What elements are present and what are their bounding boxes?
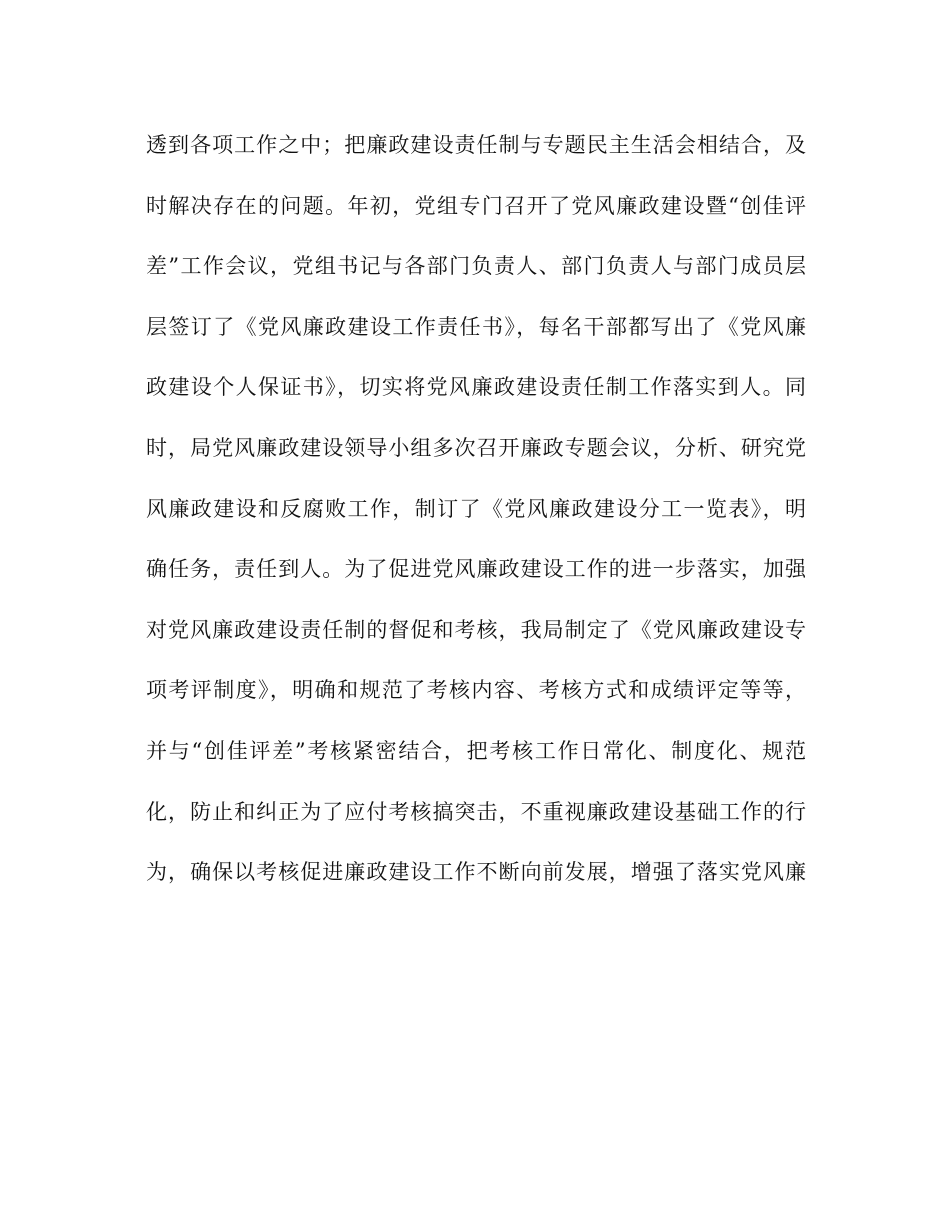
text-line: 透到各项工作之中；把廉政建设责任制与专题民主生活会相结合，及 [146, 133, 806, 157]
text-line: 并与“创佳评差”考核紧密结合，把考核工作日常化、制度化、规范 [146, 738, 806, 763]
text-line: 风廉政建设和反腐败工作，制订了《党风廉政建设分工一览表》，明 [146, 496, 806, 521]
text-line: 政建设个人保证书》，切实将党风廉政建设责任制工作落实到人。同 [146, 375, 806, 400]
text-line: 时，局党风廉政建设领导小组多次召开廉政专题会议，分析、研究党 [146, 435, 806, 460]
text-line: 化，防止和纠正为了应付考核搞突击，不重视廉政建设基础工作的行 [146, 799, 806, 824]
text-line: 层签订了《党风廉政建设工作责任书》，每名干部都写出了《党风廉 [146, 314, 806, 339]
text-line: 项考评制度》，明确和规范了考核内容、考核方式和成绩评定等等， [146, 678, 806, 703]
body-paragraph [146, 122, 806, 910]
text-line: 对党风廉政建设责任制的督促和考核，我局制定了《党风廉政建设专 [146, 617, 806, 642]
text-line: 为，确保以考核促进廉政建设工作不断向前发展，增强了落实党风廉 [146, 860, 806, 885]
text-line: 差”工作会议，党组书记与各部门负责人、部门负责人与部门成员层 [146, 254, 806, 279]
text-line: 时解决存在的问题。年初，党组专门召开了党风廉政建设暨“创佳评 [146, 193, 806, 218]
text-line: 确任务，责任到人。为了促进党风廉政建设工作的进一步落实，加强 [146, 557, 806, 582]
